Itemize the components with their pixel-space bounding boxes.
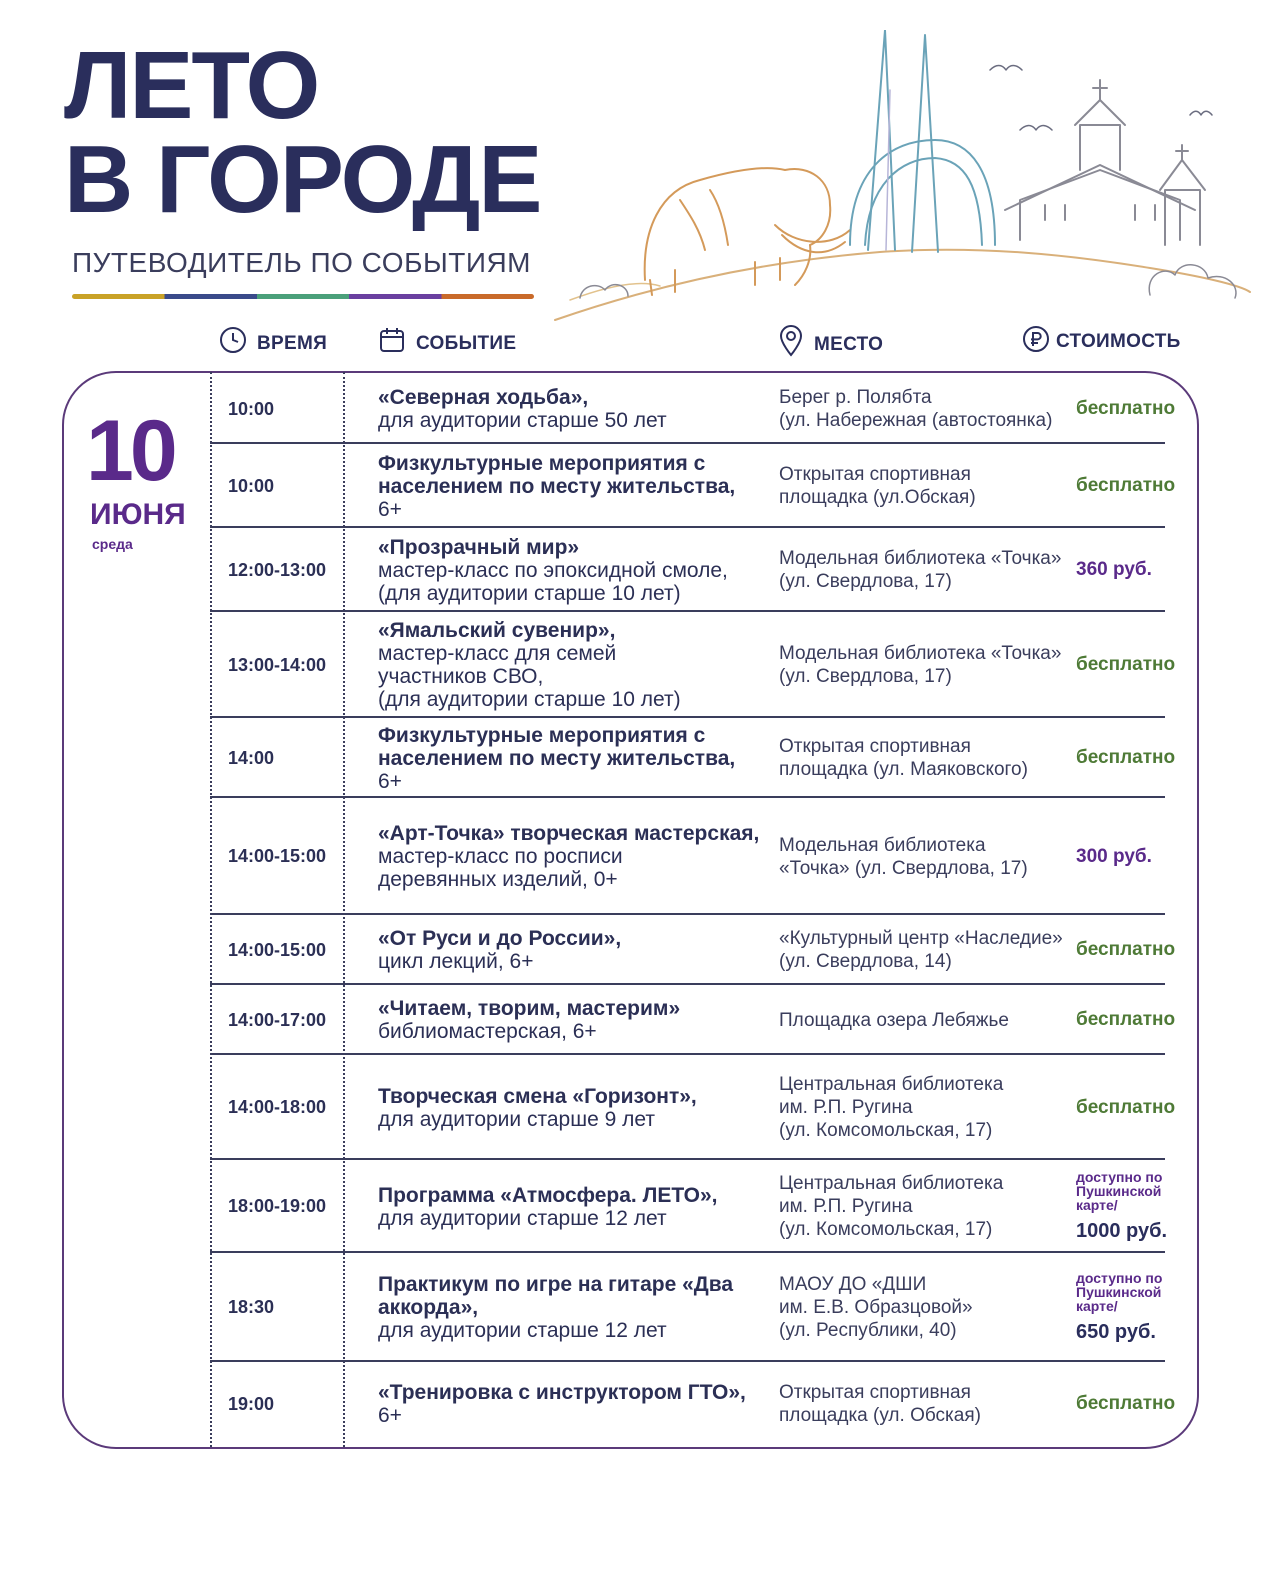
event-title: Программа «Атмосфера. ЛЕТО», (378, 1183, 718, 1207)
event-place-line: Модельная библиотека «Точка» (779, 548, 1062, 569)
event-row (210, 1362, 1176, 1446)
pushkin-card-note: доступно по Пушкинской карте/ (1076, 1270, 1163, 1314)
event-price: 1000 руб. (1076, 1220, 1168, 1242)
event-title: Физкультурные мероприятия с населением по месту жительства, (378, 723, 736, 770)
event-time: 18:30 (228, 1297, 275, 1317)
event-title: «Тренировка с инструктором ГТО», (378, 1381, 746, 1404)
event-detail: 6+ (378, 1404, 402, 1427)
event-description (378, 1160, 778, 1253)
event-detail: мастер-класс по росписи (378, 845, 623, 868)
event-time: 19:00 (228, 1393, 275, 1414)
header-place (778, 325, 883, 357)
event-place-line: Открытая спортивная (779, 736, 971, 757)
event-place (779, 1253, 1079, 1362)
event-description (378, 985, 778, 1055)
event-title: «Северная ходьба», (378, 386, 589, 409)
event-row (210, 444, 1176, 528)
event-place-line: им. Р.П. Ругина (779, 1196, 913, 1217)
event-place-line: Открытая спортивная (779, 464, 971, 485)
date-month: ИЮНЯ (90, 498, 186, 531)
event-place-line: Открытая спортивная (779, 1382, 971, 1403)
event-detail: для аудитории старше 50 лет (378, 409, 667, 432)
event-description (378, 1253, 778, 1362)
event-place-line: площадка (ул. Обская) (779, 1405, 981, 1426)
event-detail: для аудитории старше 9 лет (378, 1107, 655, 1131)
event-place-line: (ул. Набережная (автостоянка) (779, 410, 1053, 431)
event-description (378, 915, 778, 985)
title-line-1: ЛЕТО (64, 32, 319, 139)
event-title: Физкультурные мероприятия с населением по месту жительства, (378, 451, 736, 498)
event-place-line: МАОУ ДО «ДШИ (779, 1274, 927, 1295)
event-cost (1076, 985, 1201, 1055)
event-place (779, 612, 1079, 718)
column-headers (0, 325, 1280, 365)
event-title: «Ямальский сувенир», (378, 619, 616, 642)
event-place-line: «Точка» (ул. Свердлова, 17) (779, 857, 1028, 879)
event-cost (1076, 798, 1201, 915)
event-time: 14:00-15:00 (228, 939, 327, 960)
title-line-2: В ГОРОДЕ (64, 126, 541, 233)
header-event-label: СОБЫТИЕ (416, 333, 517, 354)
event-price: 300 руб. (1076, 845, 1152, 867)
event-place-line: (ул. Свердлова, 14) (779, 951, 952, 972)
event-place (779, 528, 1079, 612)
event-cost (1076, 1055, 1201, 1160)
event-detail: 6+ (378, 497, 402, 521)
event-detail: библиомастерская, 6+ (378, 1020, 597, 1043)
event-row (210, 985, 1176, 1055)
date-weekday: среда (92, 536, 133, 552)
event-place-line: (ул. Свердлова, 17) (779, 666, 952, 687)
event-place-line: Берег р. Полябта (779, 387, 932, 408)
event-time: 13:00-14:00 (228, 654, 327, 675)
event-time: 14:00-15:00 (228, 846, 327, 866)
event-place (779, 1362, 1079, 1446)
event-detail: (для аудитории старше 10 лет) (378, 688, 681, 711)
event-description (378, 612, 778, 718)
event-description (378, 528, 778, 612)
pushkin-card-note: доступно по Пушкинской карте/ (1076, 1169, 1163, 1213)
event-time: 14:00-18:00 (228, 1097, 327, 1117)
event-price: 650 руб. (1076, 1321, 1156, 1343)
event-place-line: Модельная библиотека «Точка» (779, 643, 1062, 664)
event-price: бесплатно (1076, 398, 1176, 419)
header-place-label: МЕСТО (814, 334, 884, 355)
event-row (210, 374, 1176, 444)
event-description (378, 374, 778, 444)
event-detail: участников СВО, (378, 665, 544, 688)
event-place-line: площадка (ул.Обская) (779, 487, 976, 508)
event-time: 14:00-17:00 (228, 1009, 327, 1030)
event-place-line: (ул. Комсомольская, 17) (779, 1219, 993, 1240)
event-place-line: Центральная библиотека (779, 1074, 1004, 1095)
event-row (210, 1160, 1168, 1253)
header-time (219, 325, 327, 355)
event-place-line: Центральная библиотека (779, 1173, 1004, 1194)
event-place (779, 1055, 1079, 1160)
event-place-line: (ул. Комсомольская, 17) (779, 1120, 993, 1141)
event-time: 12:00-13:00 (228, 559, 327, 580)
event-title: «Прозрачный мир» (378, 535, 580, 559)
date-day-number: 10 (86, 403, 174, 499)
header-cost-label: СТОИМОСТЬ (1056, 331, 1181, 352)
subtitle: ПУТЕВОДИТЕЛЬ ПО СОБЫТИЯМ (72, 247, 532, 278)
event-cost (1076, 444, 1201, 528)
event-place-line: (ул. Свердлова, 17) (779, 571, 952, 592)
event-row (210, 798, 1165, 915)
event-cost (1076, 1362, 1201, 1446)
event-place (779, 915, 1079, 985)
event-place-line: площадка (ул. Маяковского) (779, 759, 1028, 780)
event-detail: деревянных изделий, 0+ (378, 868, 618, 891)
event-description (378, 1362, 778, 1446)
event-price: 360 руб. (1076, 559, 1152, 580)
event-row (210, 915, 1176, 985)
event-cost (1076, 612, 1201, 718)
event-place-line: им. Р.П. Ругина (779, 1097, 913, 1118)
event-price: бесплатно (1076, 1096, 1176, 1118)
event-row (210, 612, 1176, 718)
event-row (210, 718, 1176, 798)
event-price: бесплатно (1076, 654, 1176, 675)
event-place-line: Модельная библиотека (779, 834, 986, 856)
event-cost (1076, 718, 1201, 798)
event-title: «От Руси и до России», (378, 927, 622, 950)
header-time-label: ВРЕМЯ (257, 333, 328, 354)
calendar-icon (378, 326, 406, 354)
event-place-line: им. Е.В. Образцовой» (779, 1297, 973, 1318)
event-detail: для аудитории старше 12 лет (378, 1206, 667, 1230)
event-title: Творческая смена «Горизонт», (378, 1084, 697, 1108)
event-price: бесплатно (1076, 939, 1176, 960)
event-place (779, 718, 1079, 798)
event-cost (1076, 1160, 1201, 1253)
event-detail: 6+ (378, 769, 402, 793)
event-cost (1076, 915, 1201, 985)
event-place (779, 444, 1079, 528)
rainbow-divider (72, 294, 534, 299)
event-row (210, 1253, 1165, 1362)
event-price: бесплатно (1076, 747, 1176, 768)
event-detail: цикл лекций, 6+ (378, 950, 534, 973)
event-detail: мастер-класс для семей (378, 642, 617, 665)
event-description (378, 718, 778, 798)
event-cost (1076, 374, 1201, 444)
event-title: «Арт-Точка» творческая мастерская, (378, 822, 760, 845)
event-row (210, 1055, 1176, 1160)
event-place-line: Площадка озера Лебяжье (779, 1009, 1009, 1031)
event-description (378, 1055, 778, 1160)
event-price: бесплатно (1076, 475, 1176, 496)
event-place (779, 985, 1079, 1055)
event-price: бесплатно (1076, 1393, 1176, 1414)
event-place (779, 374, 1079, 444)
event-time: 10:00 (228, 475, 275, 496)
event-title: Практикум по игре на гитаре «Два аккорда», (378, 1273, 734, 1319)
event-title: «Читаем, творим, мастерим» (378, 997, 681, 1020)
location-pin-icon (778, 325, 804, 357)
event-time: 18:00-19:00 (228, 1196, 327, 1216)
event-cost (1076, 1253, 1201, 1362)
event-cost (1076, 528, 1201, 612)
event-place-line: «Культурный центр «Наследие» (779, 928, 1063, 949)
event-price: бесплатно (1076, 1009, 1176, 1030)
event-row (210, 528, 1165, 612)
header-cost (1022, 325, 1181, 353)
header-event (378, 325, 516, 355)
event-place (779, 1160, 1079, 1253)
event-detail: мастер-класс по эпоксидной смоле, (378, 558, 728, 582)
event-detail: для аудитории старше 12 лет (378, 1319, 667, 1342)
event-place (779, 798, 1079, 915)
clock-icon (219, 326, 247, 354)
event-time: 14:00 (228, 747, 275, 768)
event-time: 10:00 (228, 398, 275, 419)
event-description (378, 798, 778, 915)
city-illustration (550, 30, 1255, 330)
event-place-line: (ул. Республики, 40) (779, 1320, 957, 1341)
ruble-icon (1022, 325, 1050, 353)
event-detail: (для аудитории старше 10 лет) (378, 581, 681, 605)
event-description (378, 444, 778, 528)
